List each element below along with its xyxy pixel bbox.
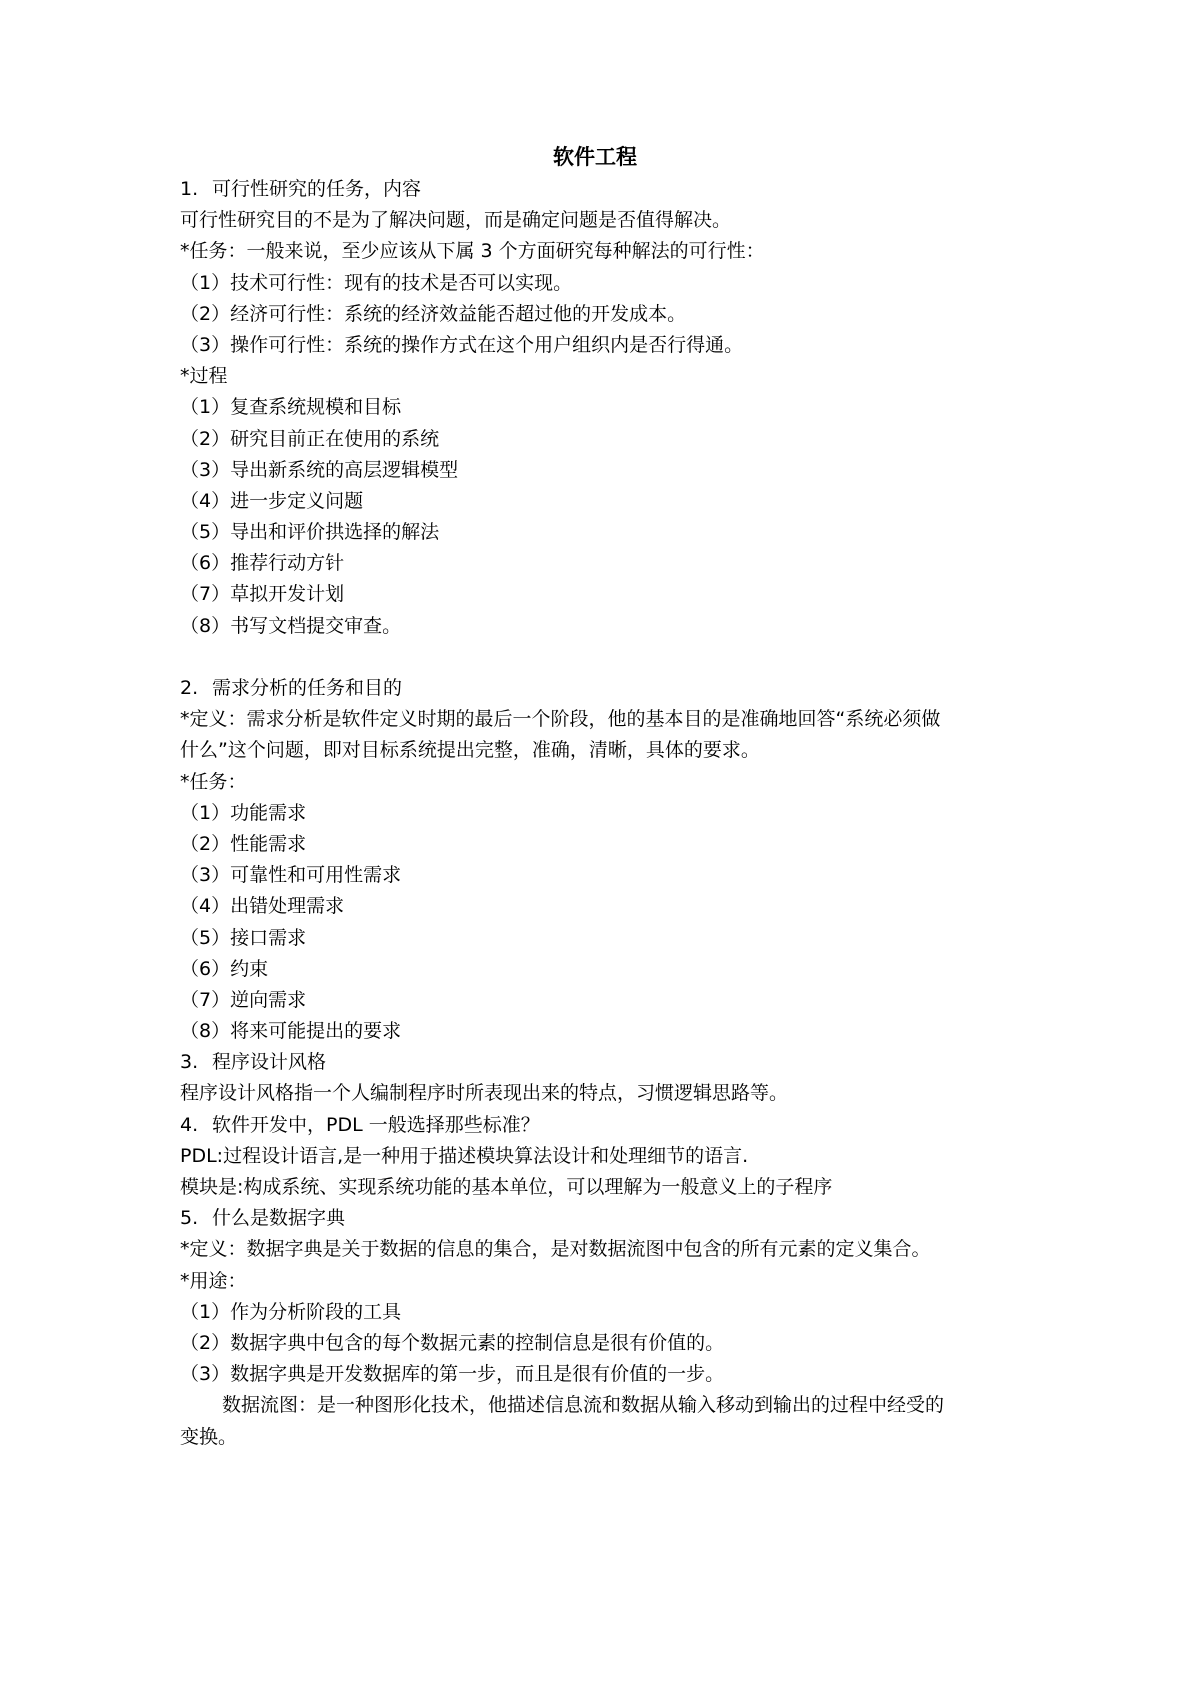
section-4-module-definition: 模块是:构成系统、实现系统功能的基本单位，可以理解为一般意义上的子程序: [180, 1176, 833, 1198]
section-2-heading: [180, 673, 1030, 704]
section-5-use-label: *用途：: [180, 1269, 247, 1292]
section-1-process-item: （4）进一步定义问题: [180, 489, 364, 512]
section-5-use-item: （3）数据字典是开发数据库的第一步，而且是很有价值的一步。: [180, 1363, 725, 1386]
section-1-number: 1.: [180, 178, 199, 200]
section-4-heading: [180, 1110, 1030, 1141]
section-5-use-item: （1）作为分析阶段的工具: [180, 1300, 402, 1323]
section-5-heading: [180, 1203, 1030, 1234]
section-3-heading: [180, 1047, 1030, 1078]
section-5-title: 什么是数据字典: [212, 1207, 346, 1230]
section-3-title: 程序设计风格: [212, 1051, 327, 1074]
section-2-task-item: （4）出错处理需求: [180, 895, 345, 918]
section-1-process-item: （6）推荐行动方针: [180, 552, 345, 575]
section-1-task-item: （1）技术可行性：现有的技术是否可以实现。: [180, 271, 573, 294]
section-1-intro: 可行性研究目的不是为了解决问题，而是确定问题是否值得解决。: [180, 209, 732, 232]
section-2-definition-line-2: 什么”这个问题，即对目标系统提出完整，准确，清晰，具体的要求。: [180, 739, 760, 762]
section-2-task-item: （3）可靠性和可用性需求: [180, 864, 402, 887]
section-1-process-item: （7）草拟开发计划: [180, 583, 345, 606]
section-1-title: 可行性研究的任务，内容: [212, 178, 422, 200]
section-2-task-item: （6）约束: [180, 957, 269, 980]
section-5-dfd-line-2: 变换。: [180, 1425, 238, 1448]
section-3-body: 程序设计风格指一个人编制程序时所表现出来的特点，习惯逻辑思路等。: [180, 1082, 789, 1105]
section-5-use-item: （2）数据字典中包含的每个数据元素的控制信息是很有价值的。: [180, 1331, 725, 1354]
section-2-task-item: （1）功能需求: [180, 801, 307, 824]
section-4-number: 4.: [180, 1113, 199, 1136]
section-2-title: 需求分析的任务和目的: [212, 677, 403, 699]
document-body: [180, 174, 1030, 1453]
section-1-process-item: （8）书写文档提交审查。: [180, 614, 402, 637]
section-1-process-item: （5）导出和评价拱选择的解法: [180, 521, 440, 544]
section-1-process-item: （1）复查系统规模和目标: [180, 396, 402, 419]
section-1-task-item: （2）经济可行性：系统的经济效益能否超过他的开发成本。: [180, 302, 687, 325]
section-5-dfd-line-1: 数据流图：是一种图形化技术，他描述信息流和数据从输入移动到输出的过程中经受的: [222, 1394, 945, 1417]
section-5-number: 5.: [180, 1207, 199, 1230]
section-1-task-line: *任务：一般来说，至少应该从下属 3 个方面研究每种解法的可行性：: [180, 240, 765, 263]
section-1-heading: [180, 174, 1030, 205]
section-4-title: 软件开发中，PDL 一般选择那些标准？: [212, 1113, 540, 1136]
section-4-pdl-definition: PDL:过程设计语言,是一种用于描述模块算法设计和处理细节的语言.: [180, 1144, 749, 1167]
section-2-task-item: （7）逆向需求: [180, 988, 307, 1011]
section-2-task-item: （2）性能需求: [180, 832, 307, 855]
section-1-process-label: *过程: [180, 365, 228, 388]
section-3-number: 3.: [180, 1051, 199, 1074]
section-1-process-item: （2）研究目前正在使用的系统: [180, 427, 440, 450]
section-1-process-item: （3）导出新系统的高层逻辑模型: [180, 458, 459, 481]
section-5-definition: *定义：数据字典是关于数据的信息的集合，是对数据流图中包含的所有元素的定义集合。: [180, 1238, 931, 1261]
section-2-number: 2.: [180, 677, 199, 699]
section-1-task-item: （3）操作可行性：系统的操作方式在这个用户组织内是否行得通。: [180, 333, 744, 356]
section-2-task-label: *任务：: [180, 770, 247, 793]
section-2-task-item: （8）将来可能提出的要求: [180, 1020, 402, 1043]
document-title: 软件工程: [553, 145, 637, 169]
section-2-definition-line-1: *定义：需求分析是软件定义时期的最后一个阶段，他的基本目的是准确地回答“系统必须做: [180, 708, 941, 731]
paragraph-spacer: [180, 642, 1030, 673]
section-2-task-item: （5）接口需求: [180, 926, 307, 949]
